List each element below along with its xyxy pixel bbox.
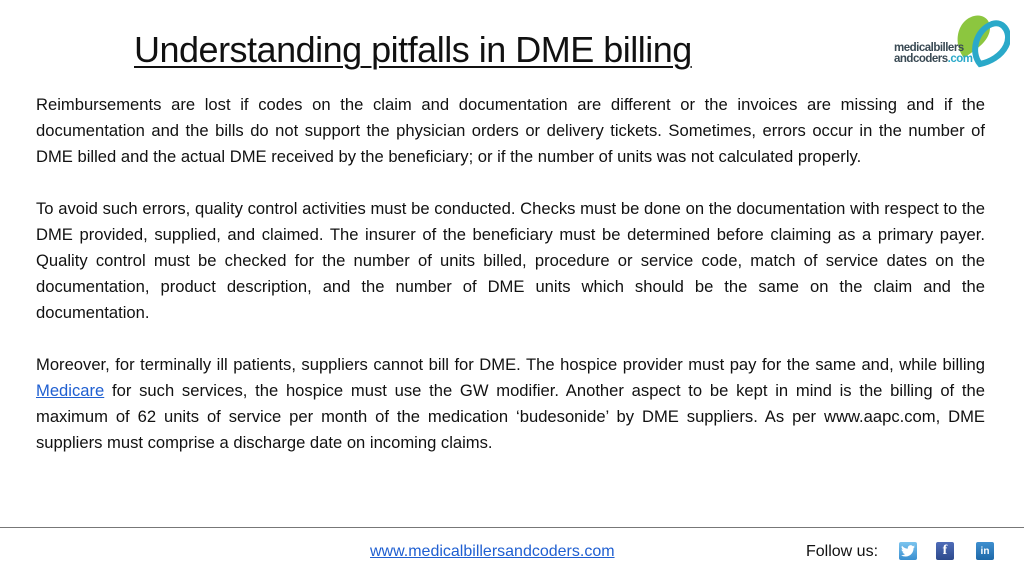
paragraph-3-text-a: Moreover, for terminally ill patients, suppliers cannot bill for DME. The hospice provider must pay for the same and, while billing [36, 355, 985, 374]
slide-body [36, 92, 985, 456]
company-logo [894, 12, 1014, 72]
paragraph-3-text-b: for such services, the hospice must use the GW modifier. Another aspect to be kept in mind is the billing of the maximum of 62 units of service per month of the medication ‘budesonide’ by DME suppliers. As per www.aapc.com, DME suppliers must comprise a discharge date on incoming claims. [36, 381, 985, 452]
follow-us-label: Follow us: [806, 543, 879, 560]
paragraph-3 [36, 352, 985, 456]
facebook-icon[interactable]: f [936, 542, 954, 560]
paragraph-2: To avoid such errors, quality control activities must be conducted. Checks must be done on the documentation with respect to the DME provided, supplied, and claimed. The insurer of the beneficiary must be determined before claiming as a primary payer. Quality control must be checked for the number of units billed, procedure or service code, match of service dates on the documentation, product description, and the number of DME units which should be the same on the claim and the documentation. [36, 199, 985, 322]
footer-divider [0, 527, 1024, 528]
paragraph-1: Reimbursements are lost if codes on the claim and documentation are different or the invoices are missing and if the documentation and the bills do not support the physician orders or delivery tickets. Sometimes, errors occur in the number of DME billed and the actual DME received by the beneficiary; or if the number of units was not calculated properly. [36, 95, 985, 166]
logo-wordmark [894, 43, 973, 65]
medicare-link[interactable]: Medicare [36, 381, 105, 400]
logo-text-line1: medicalbillers [894, 42, 964, 54]
twitter-icon[interactable] [899, 542, 917, 560]
linkedin-icon[interactable]: in [976, 542, 994, 560]
logo-text-suffix: .com [947, 53, 973, 65]
slide-title: Understanding pitfalls in DME billing [134, 29, 692, 70]
footer-website-link[interactable]: www.medicalbillersandcoders.com [370, 543, 615, 560]
logo-text-line2: andcoders [894, 53, 948, 65]
